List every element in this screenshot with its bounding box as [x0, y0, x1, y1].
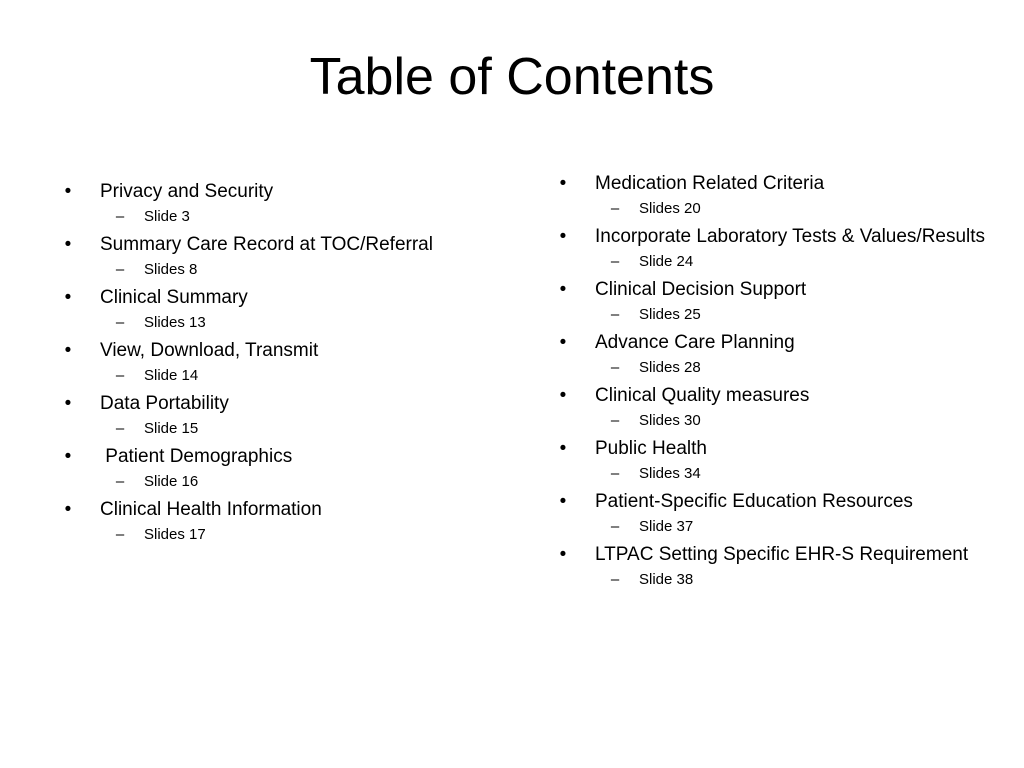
dash-icon: – — [610, 253, 620, 270]
toc-slide-ref: Slide 16 — [144, 473, 199, 490]
toc-entry-clinical-health-information — [58, 498, 498, 545]
bullet-icon: • — [559, 544, 567, 565]
dash-icon: – — [610, 412, 620, 429]
toc-item-label: View, Download, Transmit — [100, 340, 319, 361]
toc-item — [58, 180, 498, 204]
toc-item — [58, 498, 498, 522]
toc-item-label: Clinical Decision Support — [595, 279, 807, 300]
dash-icon: – — [610, 306, 620, 323]
toc-subitem — [58, 472, 498, 492]
toc-entry-medication-related-criteria — [553, 172, 993, 219]
toc-item-label: Incorporate Laboratory Tests & Values/Results — [595, 226, 986, 247]
toc-item-label: Public Health — [595, 438, 707, 459]
toc-slide-ref: Slides 30 — [639, 412, 701, 429]
toc-entry-privacy-security — [58, 180, 498, 227]
toc-entry-patient-demographics — [58, 445, 498, 492]
toc-subitem — [553, 570, 993, 590]
bullet-icon: • — [64, 499, 72, 520]
bullet-icon: • — [559, 173, 567, 194]
toc-subitem — [58, 207, 498, 227]
toc-entry-public-health — [553, 437, 993, 484]
toc-subitem — [553, 517, 993, 537]
bullet-icon: • — [559, 332, 567, 353]
toc-entry-summary-care-record — [58, 233, 498, 280]
toc-slide-ref: Slide 38 — [639, 571, 694, 588]
toc-right-column — [553, 172, 993, 596]
toc-item — [553, 331, 993, 355]
toc-item-label: Summary Care Record at TOC/Referral — [100, 234, 433, 255]
toc-item — [58, 339, 498, 363]
toc-entry-view-download-transmit — [58, 339, 498, 386]
dash-icon: – — [115, 208, 125, 225]
toc-item — [58, 445, 498, 469]
toc-entry-clinical-summary — [58, 286, 498, 333]
dash-icon: – — [115, 261, 125, 278]
bullet-icon: • — [64, 287, 72, 308]
toc-slide-ref: Slide 24 — [639, 253, 694, 270]
bullet-icon: • — [559, 491, 567, 512]
toc-entry-clinical-quality-measures — [553, 384, 993, 431]
toc-slide-ref: Slides 20 — [639, 200, 701, 217]
bullet-icon: • — [64, 234, 72, 255]
toc-item — [553, 384, 993, 408]
toc-item-label: Clinical Health Information — [100, 499, 322, 520]
toc-item-label: Data Portability — [100, 393, 229, 414]
toc-item — [553, 490, 993, 514]
toc-item — [58, 233, 498, 257]
toc-subitem — [553, 411, 993, 431]
toc-subitem — [58, 419, 498, 439]
bullet-icon: • — [64, 181, 72, 202]
toc-item — [553, 225, 993, 249]
toc-item-label: Medication Related Criteria — [595, 173, 825, 194]
toc-item-label: Patient Demographics — [100, 446, 293, 467]
bullet-icon: • — [559, 385, 567, 406]
toc-subitem — [58, 366, 498, 386]
bullet-icon: • — [559, 438, 567, 459]
bullet-icon: • — [64, 393, 72, 414]
toc-item — [553, 278, 993, 302]
dash-icon: – — [115, 526, 125, 543]
bullet-icon: • — [559, 279, 567, 300]
toc-slide-ref: Slides 13 — [144, 314, 206, 331]
toc-subitem — [58, 313, 498, 333]
toc-item-label: Clinical Quality measures — [595, 385, 810, 406]
toc-item — [553, 437, 993, 461]
dash-icon: – — [115, 473, 125, 490]
toc-entry-data-portability — [58, 392, 498, 439]
toc-left-column — [58, 180, 498, 551]
dash-icon: – — [610, 200, 620, 217]
toc-entry-advance-care-planning — [553, 331, 993, 378]
toc-slide-ref: Slides 28 — [639, 359, 701, 376]
toc-item-label: Advance Care Planning — [595, 332, 795, 353]
toc-slide-ref: Slides 8 — [144, 261, 198, 278]
toc-item — [58, 392, 498, 416]
toc-slide-ref: Slides 17 — [144, 526, 206, 543]
toc-slide-ref: Slide 37 — [639, 518, 694, 535]
toc-entry-clinical-decision-support — [553, 278, 993, 325]
toc-item — [553, 543, 993, 567]
dash-icon: – — [610, 571, 620, 588]
toc-subitem — [553, 199, 993, 219]
toc-item — [58, 286, 498, 310]
bullet-icon: • — [64, 340, 72, 361]
toc-item-label: Patient-Specific Education Resources — [595, 491, 913, 512]
toc-entry-ltpac-ehr-s-requirement — [553, 543, 993, 590]
toc-subitem — [553, 305, 993, 325]
dash-icon: – — [115, 420, 125, 437]
toc-slide-ref: Slides 25 — [639, 306, 701, 323]
toc-entry-patient-education-resources — [553, 490, 993, 537]
toc-subitem — [58, 260, 498, 280]
toc-item-label: Clinical Summary — [100, 287, 248, 308]
bullet-icon: • — [64, 446, 72, 467]
toc-slide-ref: Slide 3 — [144, 208, 190, 225]
dash-icon: – — [115, 314, 125, 331]
bullet-icon: • — [559, 226, 567, 247]
toc-item-label: LTPAC Setting Specific EHR-S Requirement — [595, 544, 969, 565]
dash-icon: – — [610, 359, 620, 376]
toc-subitem — [553, 358, 993, 378]
toc-subitem — [553, 464, 993, 484]
toc-item — [553, 172, 993, 196]
slide-title: Table of Contents — [309, 48, 715, 106]
toc-slide-ref: Slide 14 — [144, 367, 199, 384]
toc-subitem — [553, 252, 993, 272]
dash-icon: – — [610, 465, 620, 482]
dash-icon: – — [115, 367, 125, 384]
toc-item-label: Privacy and Security — [100, 181, 274, 202]
dash-icon: – — [610, 518, 620, 535]
toc-subitem — [58, 525, 498, 545]
toc-slide-ref: Slide 15 — [144, 420, 199, 437]
toc-slide-ref: Slides 34 — [639, 465, 701, 482]
toc-entry-laboratory-tests — [553, 225, 993, 272]
